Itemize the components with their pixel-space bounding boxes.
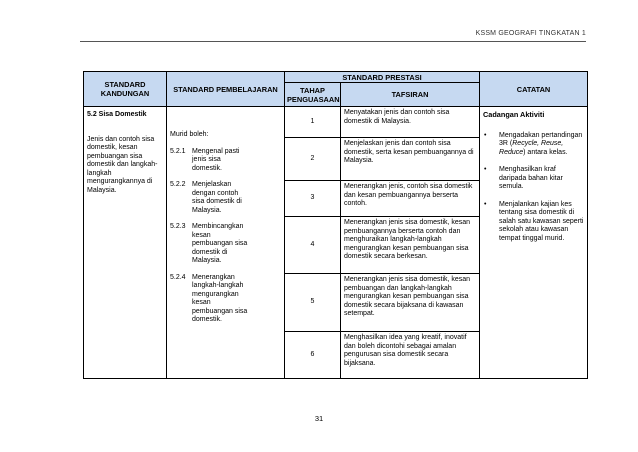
header-standard-pembelajaran: STANDARD PEMBELAJARAN <box>167 72 285 107</box>
tahap-level: 4 <box>285 217 341 274</box>
activity-text: Menjalankan kajian kes tentang sisa domestik di salah satu kawasan seperti sekolah atau kawasan tempat tinggal murid. <box>499 200 584 242</box>
learning-standard-item <box>170 181 281 215</box>
bullet-icon: • <box>484 166 487 173</box>
learning-standard-text: Menerangkan langkah-langkah mengurangkan kesan pembuangan sisa domestik. <box>192 273 248 323</box>
activity-text: Menghasilkan kraf daripada bahan kitar semula. <box>499 166 563 190</box>
learning-standard-item <box>170 274 281 325</box>
tahap-level: 1 <box>285 107 341 138</box>
tafsiran-text: Menyatakan jenis dan contoh sisa domestik di Malaysia. <box>341 107 480 138</box>
tafsiran-text: Menghasilkan idea yang kreatif, inovatif dan boleh dicontohi sebagai amalan pengurusan sisa domestik secara bijaksana. <box>341 332 480 379</box>
header-rule <box>80 41 586 42</box>
topic-title: 5.2 Sisa Domestik <box>87 111 147 118</box>
standard-pembelajaran-cell <box>167 107 285 379</box>
bullet-icon: • <box>484 200 487 208</box>
header-tahap-penguasaan: TAHAP PENGUASAAN <box>285 83 341 107</box>
standard-kandungan-text: Jenis dan contoh sisa domestik, kesan pembuangan sisa domestik dan langkah-langkah mengurangkannya di Malaysia. <box>87 135 158 194</box>
tahap-level: 6 <box>285 332 341 379</box>
learning-standard-number: 5.2.1 <box>170 147 186 155</box>
catatan-cell <box>480 107 588 379</box>
header-catatan: CATATAN <box>480 72 588 107</box>
tahap-level: 5 <box>285 274 341 332</box>
learning-standard-number: 5.2.4 <box>170 273 186 281</box>
learning-standard-number: 5.2.2 <box>170 181 186 188</box>
learning-standard-text: Menjelaskan dengan contoh sisa domestik di Malaysia. <box>192 181 242 214</box>
learning-standard-item <box>170 223 281 266</box>
page-number: 31 <box>314 414 324 423</box>
activity-heading: Cadangan Aktiviti <box>483 110 545 119</box>
tafsiran-text: Menjelaskan jenis dan contoh sisa domestik, serta kesan pembuangannya di Malaysia. <box>341 138 480 181</box>
activity-item <box>483 201 584 244</box>
bullet-icon: • <box>484 131 487 139</box>
learning-standard-text: Membincangkan kesan pembuangan sisa domestik di Malaysia. <box>192 223 248 264</box>
activity-text: Mengadakan pertandingan 3R (Recycle, Reuse, Reduce) antara kelas. <box>499 131 583 156</box>
curriculum-table <box>83 71 588 379</box>
learning-standard-text: Mengenal pasti jenis sisa domestik. <box>192 147 240 172</box>
tahap-level: 3 <box>285 181 341 217</box>
header-standard-prestasi: STANDARD PRESTASI <box>285 72 480 83</box>
standard-kandungan-cell <box>84 107 167 379</box>
tafsiran-text: Menerangkan jenis sisa domestik, kesan pembuangannya berserta contoh dan menghuraikan langkah-langkah mengurangkan kesan pembuangan sisa domestik secara berkesan. <box>341 217 480 274</box>
tafsiran-text: Menerangkan jenis, contoh sisa domestik dan kesan pembuangannya berserta contoh. <box>341 181 480 217</box>
activity-item <box>483 166 584 192</box>
header-standard-kandungan: STANDARD KANDUNGAN <box>84 72 167 107</box>
learning-intro: Murid boleh: <box>170 131 209 138</box>
learning-standard-number: 5.2.3 <box>170 223 186 230</box>
learning-standard-item <box>170 148 281 174</box>
activity-item <box>483 132 584 158</box>
header-tafsiran: TAFSIRAN <box>341 83 480 107</box>
tafsiran-text: Menerangkan jenis sisa domestik, kesan pembuangan dan langkah-langkah mengurangkan kesan pembuangan sisa domestik secara bijaksana di kawasan setempat. <box>341 274 480 332</box>
tahap-level: 2 <box>285 138 341 181</box>
document-header-title: KSSM GEOGRAFI TINGKATAN 1 <box>475 30 586 37</box>
